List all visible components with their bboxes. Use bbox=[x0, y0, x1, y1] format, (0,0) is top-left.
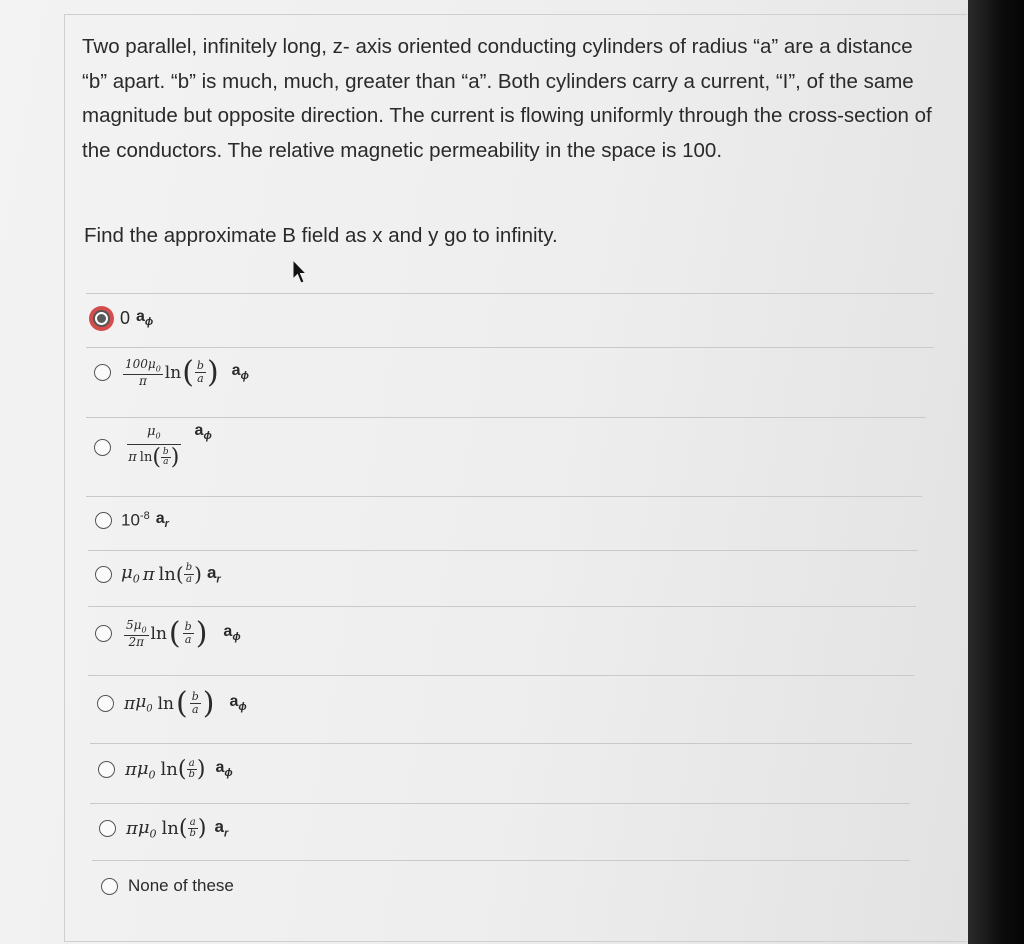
divider bbox=[88, 675, 914, 676]
option-formula: $\mu_0$ π ln ( $\frac{b}{a}$ ) bbox=[121, 562, 202, 586]
answer-option-2[interactable] bbox=[94, 355, 249, 390]
unit-vector: $a_\phi$ bbox=[229, 693, 247, 714]
answer-option-7[interactable] bbox=[97, 686, 247, 721]
answer-option-4[interactable] bbox=[95, 510, 169, 531]
divider bbox=[86, 347, 934, 348]
answer-option-3[interactable] bbox=[94, 424, 212, 470]
answer-option-8[interactable] bbox=[98, 757, 233, 782]
option-formula: π $\mu_0$ ln ( $\frac{a}{b}$ ) bbox=[126, 816, 207, 841]
radio-button[interactable] bbox=[97, 695, 114, 712]
answer-option-10[interactable] bbox=[101, 876, 234, 896]
radio-button[interactable] bbox=[101, 878, 118, 895]
question-text: Two parallel, infinitely long, z- axis oriented conducting cylinders of radius “a” are a distance “b” apart. “b” is much, much, greater than “a”. Both cylinders carry a current, “I”, of the same magnitude but opposite direction. The current is flowing uniformly through the cross-section of the conductors. The relative magnetic permeability in the space is 100. bbox=[82, 35, 932, 162]
option-formula: π $\mu_0$ ln ( $\frac{a}{b}$ ) bbox=[125, 757, 206, 782]
unit-vector: $a_\phi$ bbox=[136, 308, 154, 329]
option-formula: $\mu_0$ π ln ( $\frac{b}{a}$ ) bbox=[128, 424, 180, 471]
answer-option-9[interactable] bbox=[99, 816, 228, 841]
radio-button[interactable] bbox=[99, 820, 116, 837]
unit-vector: $a_\phi$ bbox=[223, 623, 241, 644]
unit-vector: $a_r$ bbox=[155, 510, 169, 531]
divider bbox=[90, 743, 912, 744]
divider bbox=[86, 496, 922, 497]
unit-vector: $a_r$ bbox=[214, 817, 229, 840]
option-value: $10^{-8}$ bbox=[121, 510, 150, 530]
option-value: 0 bbox=[120, 308, 131, 328]
radio-button-selected[interactable] bbox=[89, 306, 114, 331]
option-formula: $\frac{5\mu_0}{2\pi}$ ln ( $\frac{b}{a}$ ) bbox=[126, 616, 208, 651]
divider bbox=[90, 803, 910, 804]
divider bbox=[86, 293, 934, 294]
answer-option-1[interactable] bbox=[89, 306, 153, 331]
unit-vector: $a_\phi$ bbox=[231, 362, 249, 383]
option-label: None of these bbox=[128, 876, 234, 895]
divider bbox=[92, 860, 910, 861]
unit-vector: $a_r$ bbox=[206, 562, 221, 586]
answer-option-5[interactable] bbox=[95, 562, 221, 586]
radio-button[interactable] bbox=[95, 512, 112, 529]
monitor-bezel bbox=[968, 0, 1024, 944]
option-formula: $\frac{100\mu_0}{\pi}$ ln ( $\frac{b}{a}$ ) bbox=[125, 355, 219, 390]
divider bbox=[88, 606, 916, 607]
option-formula: π $\mu_0$ ln ( $\frac{b}{a}$ ) bbox=[124, 686, 215, 721]
answer-option-6[interactable] bbox=[95, 616, 241, 651]
radio-button[interactable] bbox=[95, 566, 112, 583]
radio-dot-icon bbox=[93, 310, 110, 327]
unit-vector: $a_\phi$ bbox=[215, 759, 233, 780]
divider bbox=[86, 417, 926, 418]
unit-vector: $a_\phi$ bbox=[194, 422, 212, 443]
mouse-cursor-icon bbox=[291, 259, 307, 285]
question-prompt: Find the approximate B field as x and y go to infinity. bbox=[84, 224, 558, 247]
radio-button[interactable] bbox=[98, 761, 115, 778]
radio-button[interactable] bbox=[94, 364, 111, 381]
radio-button[interactable] bbox=[95, 625, 112, 642]
divider bbox=[88, 550, 918, 551]
radio-button[interactable] bbox=[94, 439, 111, 456]
